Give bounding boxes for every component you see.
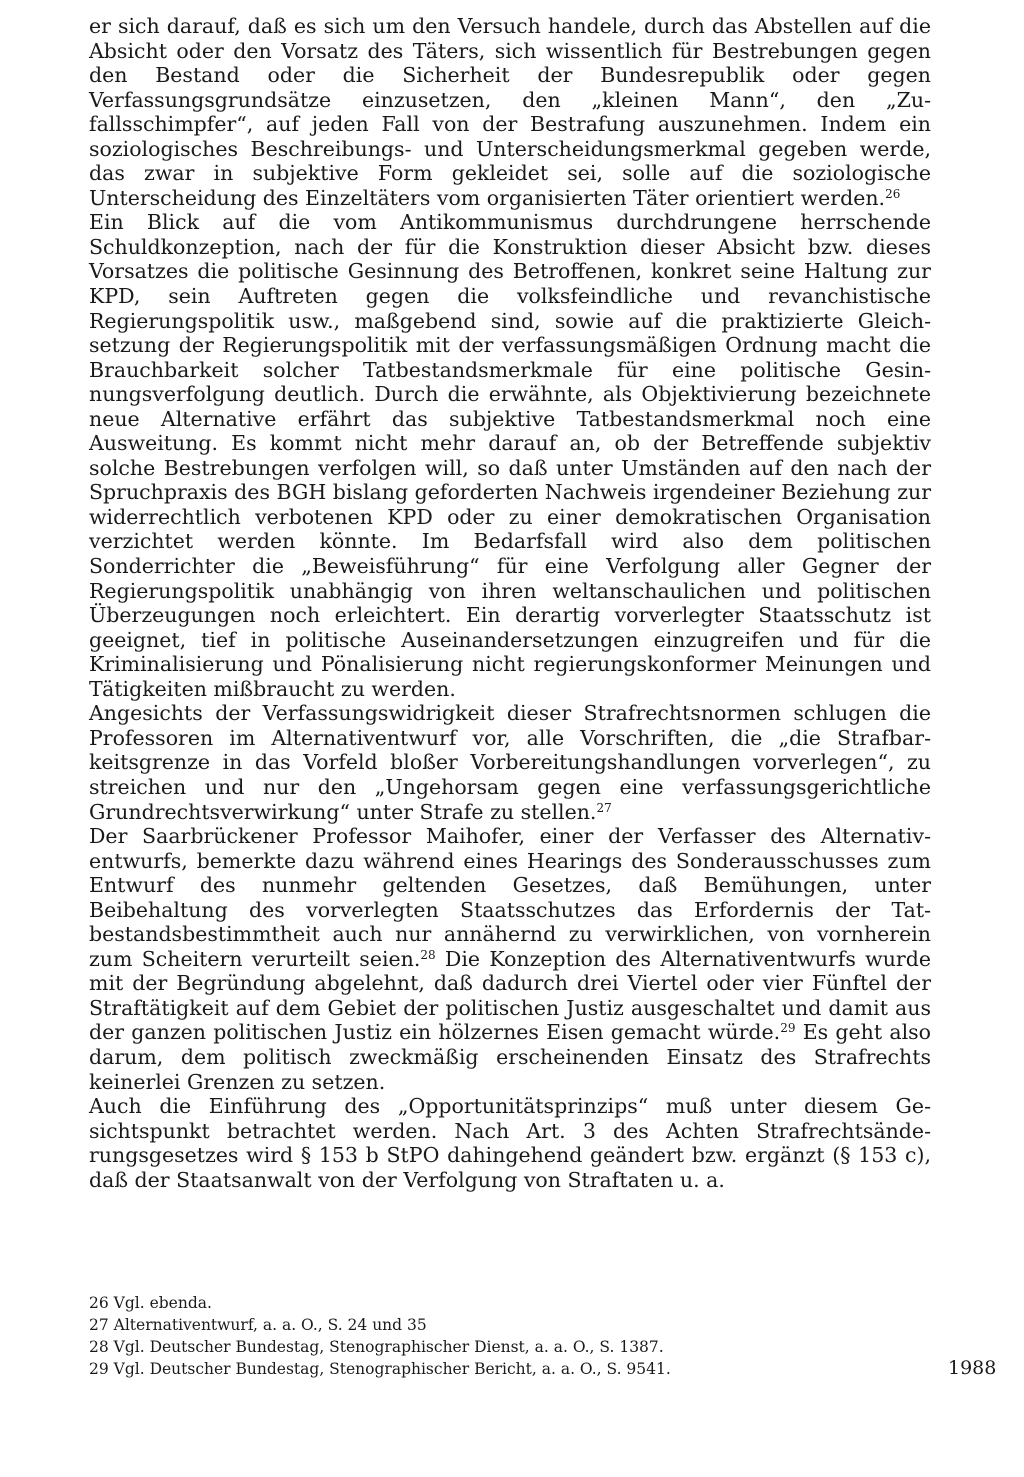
footnote-28: 28 Vgl. Deutscher Bundestag, Stenographischer Dienst, a. a. O., S. 1387.	[89, 1338, 664, 1356]
paragraph-text: Der Saarbrückener Professor Maihofer, einer der Verfasser des Alternativentwurfs, bemerkte dazu während eines Hearings des Sonderausschusses zum Entwurf des nunmehr geltenden Gesetzes, daß Bemühungen, unter Beibehaltung des vorverlegten Staatsschutzes das Erfordernis der Tatbestandsbestimmtheit auch nur annähernd zu verwirklichen, von vornherein zum Scheitern verurteilt seien.	[89, 824, 931, 971]
body-text	[89, 14, 931, 1192]
footnote-ref-28: 28	[420, 947, 436, 962]
paragraph-text: Es geht also darum, dem politisch zweckmäßig erscheinenden Einsatz des Strafrechts keinerlei Grenzen zu setzen.	[89, 1020, 931, 1094]
paragraph-1	[89, 14, 931, 210]
footnote-ref-26: 26	[885, 186, 901, 201]
paragraph-text: Auch die Einführung des „Opportunitätsprinzips“ muß unter diesem Gesichtspunkt betrachtet werden. Nach Art. 3 des Achten Strafrechtsänderungsgesetzes wird § 153 b StPO dahingehend geändert bzw. ergänzt (§ 153 c), daß der Staatsanwalt von der Verfolgung von Straftaten u. a.	[89, 1094, 931, 1192]
paragraph-text: Angesichts der Verfassungswidrigkeit dieser Strafrechtsnormen schlugen die Professoren im Alternativentwurf vor, alle Vorschriften, die „die Strafbarkeitsgrenze in das Vorfeld bloßer Vorbereitungshandlungen vorverlegen“, zu streichen und nur den „Ungehorsam gegen eine verfassungsgerichtliche Grundrechtsverwirkung“ unter Strafe zu stellen.	[89, 701, 931, 824]
footnotes	[89, 1292, 849, 1380]
paragraph-text: Ein Blick auf die vom Antikommunismus durchdrungene herrschende Schuldkonzeption, nach der für die Konstruktion dieser Absicht bzw. dieses Vorsatzes die politische Gesinnung des Betroffenen, konkret seine Haltung zur KPD, sein Auftreten gegen die volksfeindliche und revanchistische Regierungspolitik usw., maßgebend sind, sowie auf die praktizierte Gleichsetzung der Regierungspolitik mit der verfassungsmäßigen Ordnung macht die Brauchbarkeit solcher Tatbestandsmerkmale für eine politische Gesinnungsverfolgung deutlich. Durch die erwähnte, als Objektivierung bezeichnete neue Alternative erfährt das subjektive Tatbestandsmerkmal noch eine Ausweitung. Es kommt nicht mehr darauf an, ob der Betreffende subjektiv solche Bestrebungen verfolgen will, so daß unter Umständen auf den nach der Spruchpraxis des BGH bislang geforderten Nachweis irgendeiner Beziehung zur widerrechtlich verbotenen KPD oder zu einer demokratischen Organisation verzichtet werden könnte. Im Bedarfsfall wird also dem politischen Sonderrichter die „Beweisführung“ für eine Verfolgung aller Gegner der Regierungspolitik unabhängig von ihren weltanschaulichen und politischen Überzeugungen noch erleichtert. Ein derartig vorverlegter Staatsschutz ist geeignet, tief in politische Auseinandersetzungen einzugreifen und für die Kriminalisierung und Pönalisierung nicht regierungskonformer Meinungen und Tätigkeiten mißbraucht zu werden.	[89, 210, 931, 701]
page-number: 1988	[948, 1357, 997, 1379]
footnote-ref-27: 27	[596, 800, 612, 815]
paragraph-text: Die Konzeption des Alternativentwurfs wurde mit der Begründung abgelehnt, daß dadurch drei Viertel oder vier Fünftel der Straftätigkeit auf dem Gebiet der politischen Justiz ausgeschaltet und damit aus der ganzen politischen Justiz ein hölzernes Eisen gemacht würde.	[89, 946, 931, 1045]
footnote-27: 27 Alternativentwurf, a. a. O., S. 24 und 35	[89, 1316, 427, 1334]
paragraph-2	[89, 210, 931, 701]
footnote-26: 26 Vgl. ebenda.	[89, 1294, 212, 1312]
paragraph-5	[89, 1094, 931, 1192]
paragraph-text: er sich darauf, daß es sich um den Versuch handele, durch das Abstellen auf die Absicht oder den Vorsatz des Täters, sich wissentlich für Bestrebungen gegen den Bestand oder die Sicherheit der Bundesrepublik oder gegen Verfassungsgrundsätze einzusetzen, den „kleinen Mann“, den „Zufallsschimpfer“, auf jeden Fall von der Bestrafung auszunehmen. Indem ein soziologisches Beschreibungs- und Unterscheidungsmerkmal gegeben werde, das zwar in subjektive Form gekleidet sei, solle auf die soziologische Unterscheidung des Einzeltäters vom organisierten Täter orientiert werden.	[89, 14, 931, 210]
paragraph-4	[89, 824, 931, 1094]
paragraph-3	[89, 701, 931, 824]
footnote-29: 29 Vgl. Deutscher Bundestag, Stenographischer Bericht, a. a. O., S. 9541.	[89, 1360, 671, 1378]
footnote-ref-29: 29	[780, 1021, 796, 1036]
